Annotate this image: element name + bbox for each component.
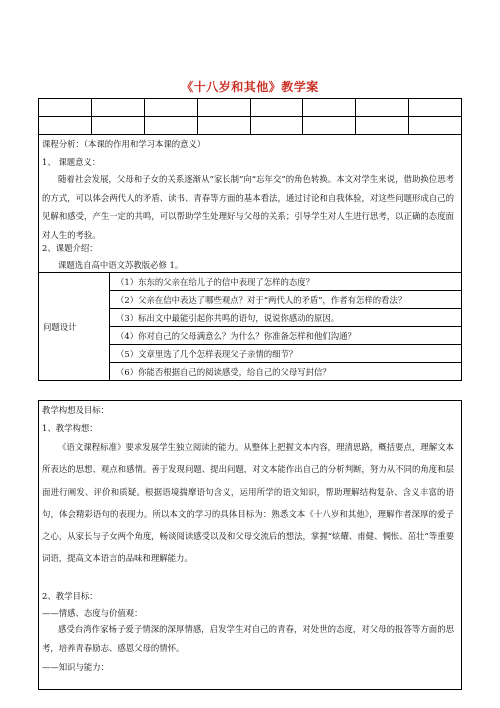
question-item: （2）父亲在信中表达了哪些观点？对于“两代人的矛盾”，作者有怎样的看法？ (110, 291, 462, 309)
page-title: 《十八岁和其他》教学案 (181, 80, 319, 94)
header-cell (91, 117, 144, 135)
header-cell (303, 99, 356, 117)
question-item: （5）文章里选了几个怎样表现父子亲情的细节？ (110, 345, 462, 363)
header-cell (356, 117, 409, 135)
header-info-table (38, 98, 462, 135)
question-design-label: 问题设计 (39, 273, 110, 381)
significance-text: 随着社会发展，父母和子女的关系逐渐从“家长制”向“忘年交”的角色转换。本文对学生来说，借助换位思考的方式，可以体会两代人的矛盾、读书、青春等方面的基本看法，通过讨论和自我体验，对这些问题形成自己的见解和感受，产生一定的共鸣，可以帮助学生处理好与父母的关系；引导学生对人生进行思考，以正确的态度面对人生的考验。 (42, 174, 454, 240)
header-cell (197, 99, 250, 117)
concept-heading: 1、教学构想： (42, 423, 98, 433)
emotion-text: 感受台湾作家杨子爱子情深的深厚情感，启发学生对自己的青春，对处世的态度，对父母的报答等方面的思考，培养青春励志、感恩父母的情怀。 (42, 624, 454, 653)
header-cell (356, 99, 409, 117)
header-cell (39, 99, 92, 117)
header-cell (197, 117, 250, 135)
goals-heading: 2、教学目标： (42, 591, 98, 601)
question-item: （6）你能否根据自己的阅读感受，给自己的父母写封信？ (110, 363, 462, 381)
header-cell (144, 99, 197, 117)
question-item: （1）东东的父亲在给儿子的信中表现了怎样的态度？ (110, 273, 462, 291)
significance-heading: 1、 课题意义： (42, 157, 101, 167)
question-item: （3）标出文中最能引起你共鸣的语句，说说你感动的原因。 (110, 309, 462, 327)
header-cell (144, 117, 197, 135)
question-design-table (38, 272, 462, 381)
course-analysis-label: 课程分析：（本课的作用和学习本课的意义） (42, 139, 206, 149)
teaching-label: 教学构想及目标： (42, 405, 109, 415)
header-cell (250, 99, 303, 117)
concept-text: 《语文课程标准》要求发展学生独立阅读的能力。从整体上把握文本内容，理清思路，概括要点，理解文本所表达的思想、观点和感情。善于发现问题、提出问题，对文本能作出自己的分析判断，努力从不同的角度和层面进行阐发、评价和质疑。根据语境揣摩语句含义，运用所学的语文知识，帮助理解结构复杂、含义丰富的语句，体会精彩语句的表现力。所以本文的学习的具体目标为：熟悉文本《十八岁和其他》，理解作者深厚的爱子之心，从家长与子女两个角度，畅谈阅读感受以及和父母交流后的想法，掌握“炫耀、甫健、惆怅、茁壮”等重要词语，提高文本语言的品味和理解能力。 (42, 442, 454, 564)
intro-text: 课题选自高中语文苏教版必修 1。 (58, 260, 184, 270)
header-cell (409, 117, 462, 135)
intro-heading: 2、课题介绍： (42, 243, 98, 253)
header-cell (250, 117, 303, 135)
header-cell (91, 99, 144, 117)
header-cell (39, 117, 92, 135)
question-item: （4）你对自己的父母满意么？为什么？你准备怎样和他们沟通？ (110, 327, 462, 345)
emotion-heading: ——情感、态度与价值观： (42, 608, 143, 618)
knowledge-heading: ——知识与能力： (42, 662, 109, 672)
header-cell (409, 99, 462, 117)
header-cell (303, 117, 356, 135)
